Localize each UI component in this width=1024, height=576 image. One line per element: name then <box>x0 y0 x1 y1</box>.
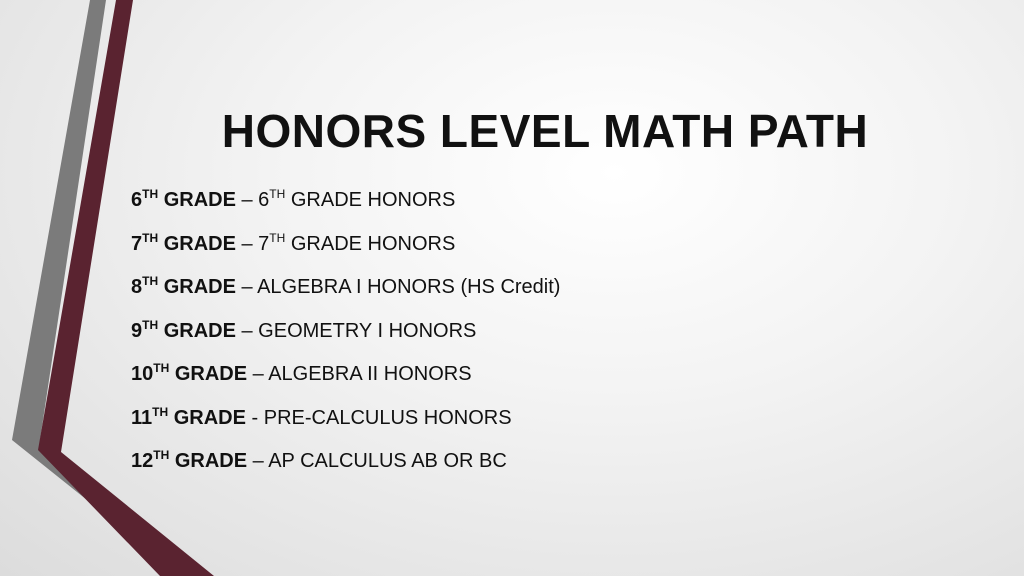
grade-word: GRADE <box>174 363 248 385</box>
course-number: 6 <box>258 189 270 211</box>
grade-number: 6 <box>131 189 143 211</box>
course-name: GRADE HONORS <box>290 189 456 211</box>
course-name: PRE-CALCULUS HONORS <box>263 406 512 429</box>
course-name: GEOMETRY I HONORS <box>258 319 477 342</box>
list-item <box>131 276 560 320</box>
list-item <box>131 317 560 364</box>
separator: – <box>252 450 264 472</box>
separator: – <box>241 232 253 255</box>
list-item <box>131 363 560 407</box>
separator: - <box>251 406 259 429</box>
list-item <box>131 189 560 233</box>
grade-word: GRADE <box>163 276 236 298</box>
grade-word: GRADE <box>174 450 248 472</box>
separator: – <box>241 276 253 298</box>
slide-title: HONORS LEVEL MATH PATH <box>221 105 869 157</box>
grade-number: 11 <box>131 406 153 429</box>
grade-number: 10 <box>131 363 154 385</box>
list-item <box>131 450 560 494</box>
course-suffix: TH <box>269 187 286 201</box>
grade-suffix: TH <box>142 187 159 201</box>
list-item <box>131 404 560 451</box>
grade-number: 7 <box>131 232 143 255</box>
math-path-list <box>131 189 560 494</box>
separator: – <box>252 363 264 385</box>
grade-word: GRADE <box>173 406 246 429</box>
grade-number: 9 <box>131 319 143 342</box>
list-item <box>131 230 560 277</box>
grade-word: GRADE <box>163 319 236 342</box>
grade-suffix: TH <box>153 361 170 375</box>
grade-suffix: TH <box>142 230 159 245</box>
grade-suffix: TH <box>153 448 170 462</box>
grade-word: GRADE <box>163 232 236 255</box>
course-number: 7 <box>258 232 270 255</box>
grade-number: 8 <box>131 276 143 298</box>
course-name: ALGEBRA II HONORS <box>268 363 472 385</box>
course-name: GRADE HONORS <box>290 232 456 255</box>
course-name: ALGEBRA I HONORS (HS Credit) <box>257 276 561 298</box>
separator: – <box>241 319 253 342</box>
grade-suffix: TH <box>142 274 159 288</box>
separator: – <box>241 189 253 211</box>
course-name: AP CALCULUS AB OR BC <box>268 450 507 472</box>
grade-number: 12 <box>131 450 154 472</box>
grade-word: GRADE <box>163 189 236 211</box>
grade-suffix: TH <box>152 404 169 419</box>
course-suffix: TH <box>269 230 286 245</box>
grade-suffix: TH <box>142 317 159 332</box>
